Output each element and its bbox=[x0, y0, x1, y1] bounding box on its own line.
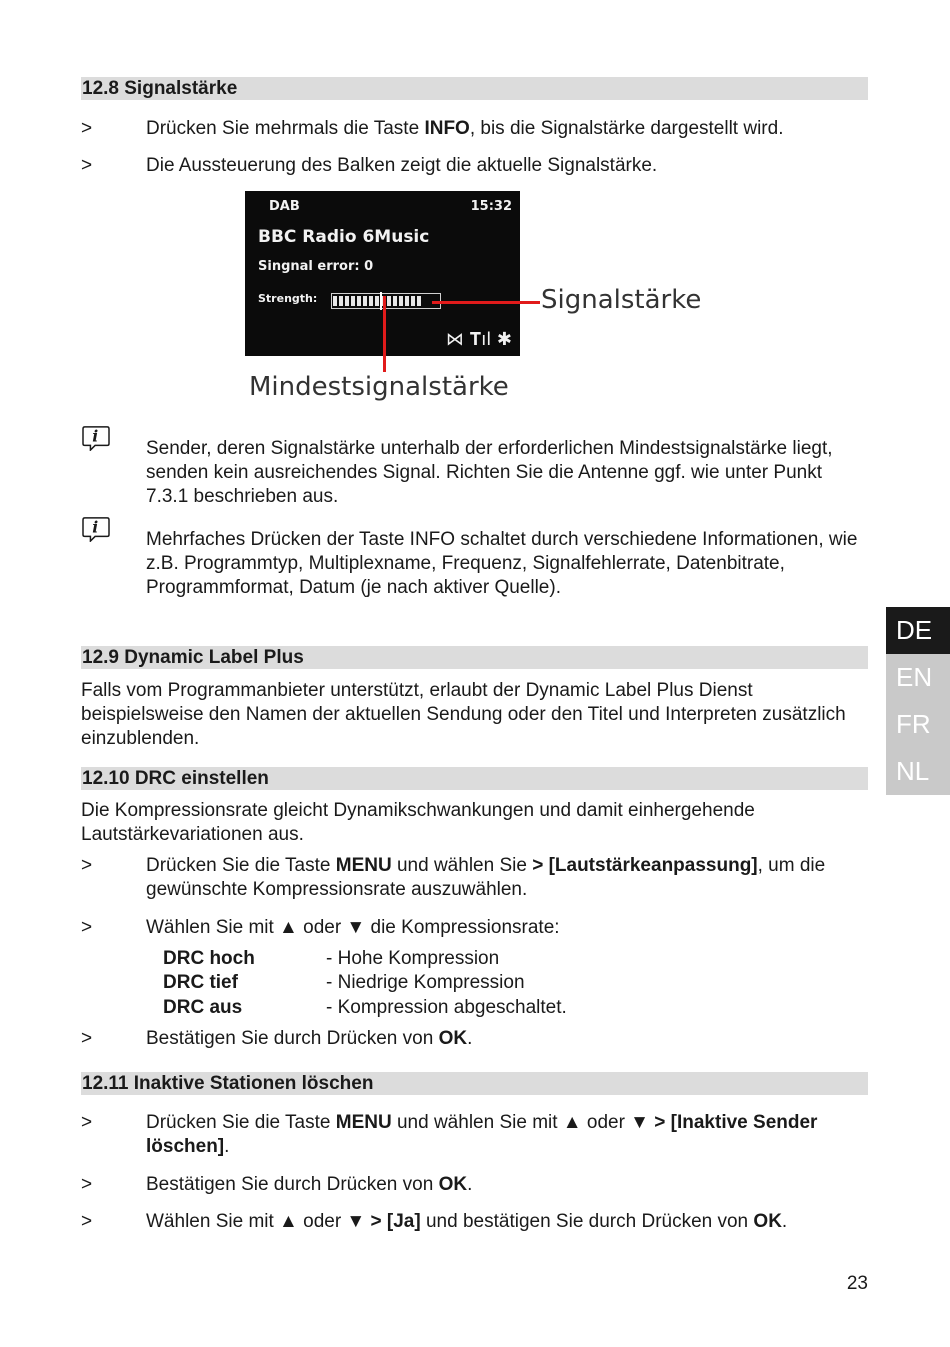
text-run: , um die gewünschte Kompressionsrate auszuwählen. bbox=[146, 855, 826, 900]
bullet-text bbox=[146, 1173, 866, 1197]
section-heading-12-11: 12.11 Inaktive Stationen löschen bbox=[81, 1072, 868, 1095]
callout-line-signal bbox=[432, 301, 540, 304]
bullet-text: Die Aussteuerung des Balken zeigt die aktuelle Signalstärke. bbox=[146, 155, 658, 176]
bullet-marker: > bbox=[81, 155, 93, 176]
paragraph: Falls vom Programmanbieter unterstützt, erlaubt der Dynamic Label Plus Dienst beispielsweise den Namen der aktuellen Sendung oder den Titel und Interpreten zusätzlich einzublenden. bbox=[81, 680, 846, 749]
key-ok: OK bbox=[438, 1174, 468, 1195]
section-heading-12-10: 12.10 DRC einstellen bbox=[81, 767, 868, 790]
key-menu: MENU bbox=[335, 855, 392, 876]
callout-line-min bbox=[383, 296, 386, 372]
drc-option-term: DRC aus bbox=[163, 997, 243, 1018]
display-time: 15:32 bbox=[470, 199, 512, 214]
bullet-text bbox=[146, 117, 866, 141]
text-run: . bbox=[781, 1211, 788, 1232]
display-top-line bbox=[245, 199, 520, 215]
paragraph: Die Kompressionsrate gleicht Dynamikschwankungen und damit einhergehende Lautstärkevariationen aus. bbox=[81, 800, 755, 845]
bullet-text: Wählen Sie mit ▲ oder ▼ die Kompressionsrate: bbox=[146, 917, 560, 938]
menu-path: > [Lautstärkeanpassung] bbox=[532, 855, 758, 876]
language-tabs bbox=[886, 607, 950, 795]
text-run: . bbox=[224, 1136, 230, 1157]
section-heading-12-9: 12.9 Dynamic Label Plus bbox=[81, 646, 868, 669]
drc-option-desc: - Hohe Kompression bbox=[326, 948, 500, 969]
text-run: Drücken Sie die Taste bbox=[146, 1112, 336, 1133]
drc-option-term: DRC hoch bbox=[163, 948, 255, 969]
language-tab-nl: NL bbox=[886, 748, 950, 795]
drc-option-desc: - Niedrige Kompression bbox=[326, 972, 525, 993]
text-run: und bestätigen Sie durch Drücken von bbox=[420, 1211, 754, 1232]
bullet-marker: > bbox=[81, 1174, 93, 1195]
bullet-text bbox=[146, 1111, 826, 1159]
text-run: und wählen Sie mit ▲ oder ▼ bbox=[391, 1112, 655, 1133]
text-run: . bbox=[467, 1174, 473, 1195]
text-run: Drücken Sie mehrmals die Taste bbox=[146, 118, 425, 139]
language-tab-en: EN bbox=[886, 654, 950, 701]
note-text: Sender, deren Signalstärke unterhalb der erforderlichen Mindestsignalstärke liegt, senden kein ausreichendes Signal. Richten Sie die Antenne ggf. wie unter Punkt 7.3.1 beschrieben aus. bbox=[146, 438, 833, 507]
language-tab-de: DE bbox=[886, 607, 950, 654]
callout-mindestsignalstaerke: Mindestsignalstärke bbox=[249, 372, 509, 402]
status-icons: ⋈ 𝐓ıl ✱ bbox=[445, 329, 512, 350]
svg-text:i: i bbox=[92, 426, 99, 446]
svg-text:i: i bbox=[92, 517, 99, 537]
text-run: . bbox=[467, 1028, 473, 1049]
bullet-marker: > bbox=[81, 1211, 93, 1232]
bullet-text bbox=[146, 854, 866, 902]
display-strength-label: Strength: bbox=[258, 292, 318, 305]
display-station: BBC Radio 6Music bbox=[258, 227, 430, 247]
menu-path: > [Ja] bbox=[370, 1211, 421, 1232]
signal-strength-bar bbox=[331, 293, 441, 309]
text-run: Bestätigen Sie durch Drücken von bbox=[146, 1174, 439, 1195]
page-number: 23 bbox=[846, 1273, 868, 1294]
display-error-line: Singnal error: 0 bbox=[258, 259, 374, 274]
display-band: DAB bbox=[269, 199, 300, 214]
text-run: Bestätigen Sie durch Drücken von bbox=[146, 1028, 439, 1049]
note-text: Mehrfaches Drücken der Taste INFO schaltet durch verschiedene Informationen, wie z.B. Programmtyp, Multiplexname, Frequenz, Signalfehlerrate, Datenbitrate, Programmformat, Datum (je nach aktiver Quelle). bbox=[146, 529, 858, 598]
key-info: INFO bbox=[424, 118, 470, 139]
bullet-marker: > bbox=[81, 917, 93, 938]
text-run: Wählen Sie mit ▲ oder ▼ bbox=[146, 1211, 371, 1232]
text-run: , bis die Signalstärke dargestellt wird. bbox=[469, 118, 784, 139]
info-icon bbox=[81, 516, 111, 542]
callout-signalstaerke: Signalstärke bbox=[541, 285, 702, 315]
bullet-marker: > bbox=[81, 1112, 93, 1133]
key-ok: OK bbox=[753, 1211, 782, 1232]
language-tab-fr: FR bbox=[886, 701, 950, 748]
bullet-marker: > bbox=[81, 1028, 93, 1049]
signal-strength-fill bbox=[333, 296, 421, 306]
key-menu: MENU bbox=[335, 1112, 392, 1133]
text-run: Drücken Sie die Taste bbox=[146, 855, 336, 876]
bullet-marker: > bbox=[81, 118, 93, 139]
drc-option-desc: - Kompression abgeschaltet. bbox=[326, 997, 567, 1018]
info-icon bbox=[81, 425, 111, 451]
menu-path: > [Inaktive Sender löschen] bbox=[146, 1112, 818, 1157]
section-heading-12-8: 12.8 Signalstärke bbox=[81, 77, 868, 100]
min-signal-marker bbox=[380, 292, 382, 310]
key-ok: OK bbox=[438, 1028, 468, 1049]
drc-option-term: DRC tief bbox=[163, 972, 238, 993]
bullet-text bbox=[146, 1210, 866, 1234]
text-run: und wählen Sie bbox=[391, 855, 533, 876]
bullet-marker: > bbox=[81, 855, 93, 876]
bullet-text bbox=[146, 1027, 866, 1051]
